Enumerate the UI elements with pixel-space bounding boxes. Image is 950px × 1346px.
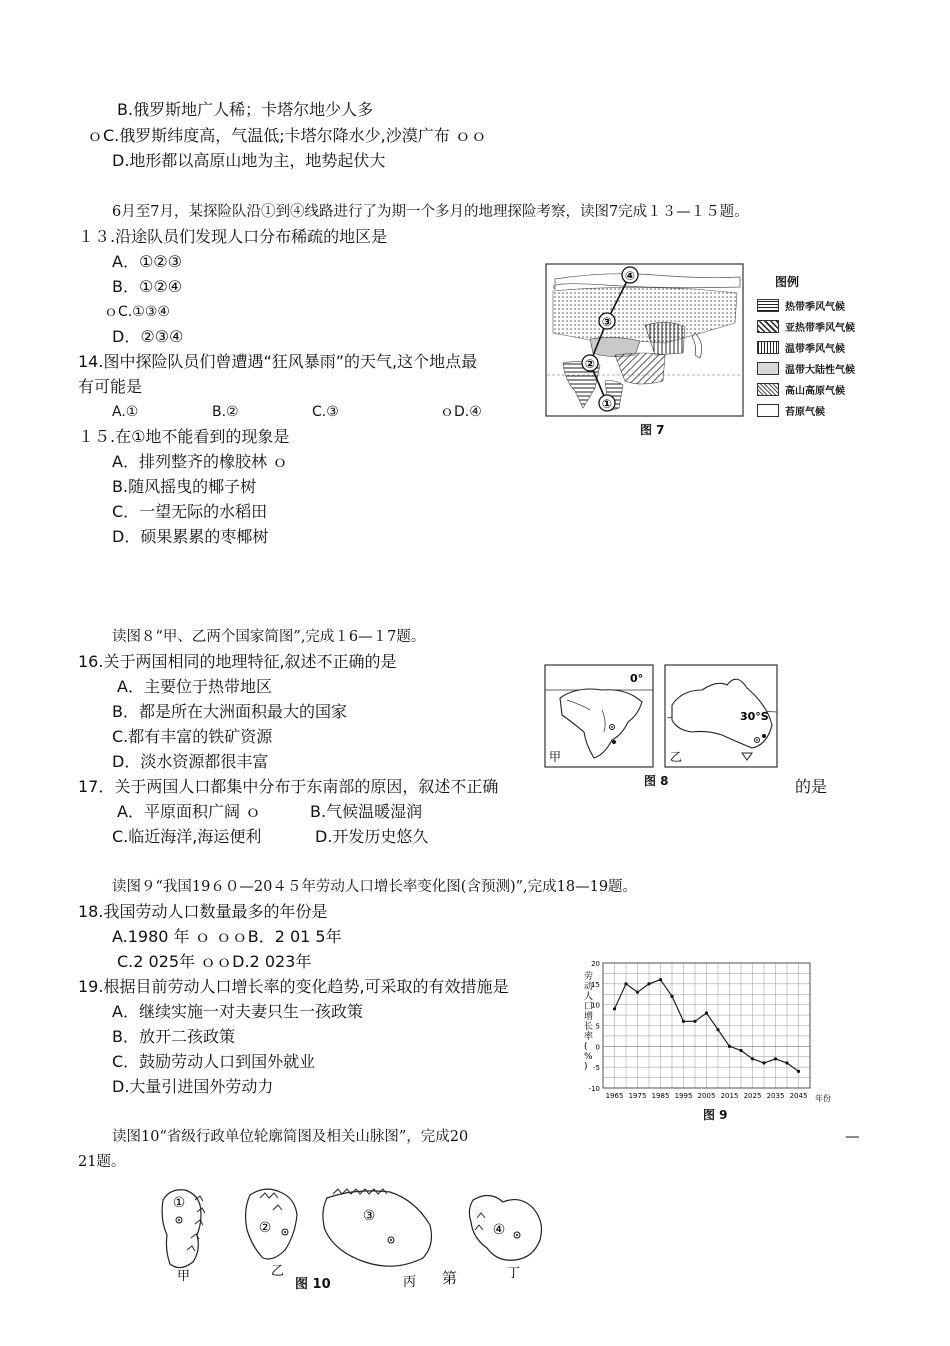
q13-stem: １３.沿途队员们发现人口分布稀疏的地区是 [78,227,388,246]
legend-item [757,381,845,397]
x-tick-label: 1985 [651,1092,670,1100]
q17-stem: 17．关于两国人口都集中分布于东南部的原因，叙述不正确 [78,777,499,796]
province-label-ding: 丁 [507,1266,521,1281]
legend-label: 高山高原气候 [785,385,845,397]
figure-10 [155,1180,575,1290]
y-tick-label: -5 [593,1064,600,1073]
q18-options-cd: C.2 025年 ｏｏD.2 023年 [117,952,312,971]
legend-swatch [757,404,779,417]
intro-16-17: 读图８“甲、乙两个国家简图”,完成１6—１7题。 [112,629,426,645]
lat-30s-label: 30°S [740,710,769,723]
intro-20-21-line2: 21题。 [78,1154,126,1170]
data-point [705,1011,708,1014]
x-tick-label: 2035 [766,1092,785,1100]
q14-option-b: B.② [212,404,239,420]
q19-option-c: C．鼓励劳动人口到国外就业 [112,1052,316,1071]
q12-option-d: D.地形都以高原山地为主，地势起伏大 [112,151,386,170]
legend-item [757,339,845,355]
q17-option-a: A．平原面积广阔 ｏ [117,802,262,821]
figure-8 [542,660,787,790]
province-marker-3: ③ [362,1208,376,1224]
fig10-caption: 图 10 [295,1277,331,1292]
x-tick-label: 2005 [697,1092,716,1100]
route-marker-2: ② [584,357,596,371]
data-point [785,1061,788,1064]
route-marker-1: ① [601,397,613,411]
q13-option-c: ｏC.①③④ [104,304,170,320]
q17-option-b: B.气候温暖湿润 [310,802,423,821]
legend-swatch [757,320,779,333]
q13-option-b: B．①②④ [112,277,183,296]
intro-20-21-dash: — [845,1129,860,1145]
intro-13-15: 6月至7月，某探险队沿①到④线路进行了为期一个多月的地理探险考察，读图7完成１３—１５题。 [112,204,749,220]
intro-20-21-line1: 读图10“省级行政单位轮廓简图及相关山脉图”，完成20 [112,1129,469,1145]
legend-label: 温带季风气候 [785,343,845,355]
q15-option-b: B.随风摇曳的椰子树 [112,477,257,496]
province-marker-4: ④ [492,1222,506,1238]
x-tick-label: 1975 [628,1092,647,1100]
legend-swatch [757,299,779,312]
y-tick-label: -10 [588,1085,600,1093]
q12-option-c: ｏC.俄罗斯纬度高，气温低;卡塔尔降水少,沙漠广布 ｏｏ [87,126,487,145]
legend-item [757,297,845,313]
labor-growth-chart [575,955,835,1105]
q17-stem-tail: 的是 [795,777,828,796]
q12-option-b: B.俄罗斯地广人稀；卡塔尔地少人多 [117,100,374,119]
legend-swatch [757,383,779,396]
countries-map [542,660,787,770]
data-point [739,1049,742,1052]
q18-options-ab: A.1980 年 ｏ ｏｏB．2 01 5年 [112,927,342,946]
x-tick-label: 1995 [674,1092,693,1100]
legend-swatch [757,362,779,375]
figure-7 [545,263,865,438]
q15-option-c: C．一望无际的水稻田 [112,502,268,521]
q14-option-a: A.① [112,404,139,420]
province-label-jia: 甲 [177,1269,191,1284]
legend-item [757,318,855,334]
legend-swatch [757,341,779,354]
data-point [624,982,627,985]
y-tick-label: 0 [595,1043,600,1052]
q15-option-a: A．排列整齐的橡胶林 ｏ [112,452,289,471]
route-marker-3: ③ [601,315,613,329]
q15-option-d: D．硕果累累的枣椰树 [112,527,269,546]
province-label-bing: 丙 [403,1275,417,1290]
x-tick-label: 2015 [720,1092,739,1100]
data-point [716,1028,719,1031]
q14-option-c: C.③ [312,404,339,420]
q13-option-d: D．②③④ [112,327,184,346]
q19-option-a: A．继续实施一对夫妻只生一孩政策 [112,1002,363,1021]
country-label-jia: 甲 [549,750,562,764]
data-point [613,1007,616,1010]
q17-option-c: C.临近海洋,海运便利 [112,827,262,846]
route-marker-4: ④ [624,269,636,283]
x-tick-label: 2045 [789,1092,808,1100]
page-number: 第 [442,1269,458,1287]
y-tick-label: 15 [591,980,600,989]
q19-stem: 19.根据目前劳动人口增长率的变化趋势,可采取的有效措施是 [78,977,509,996]
x-tick-label: 2025 [743,1092,762,1100]
data-point [636,991,639,994]
y-tick-label: 20 [591,960,600,968]
q16-stem: 16.关于两国相同的地理特征,叙述不正确的是 [78,652,397,671]
figure-9 [575,955,835,1125]
legend-label: 苔原气候 [785,406,825,418]
fig7-caption: 图 7 [640,423,665,437]
data-point [682,1020,685,1023]
legend-item [757,360,855,376]
data-point [693,1020,696,1023]
data-point [728,1045,731,1048]
data-point [659,978,662,981]
q16-option-b: B．都是所在大洲面积最大的国家 [112,702,347,721]
province-outlines [155,1180,575,1290]
country-label-yi: 乙 [670,750,683,764]
data-point [670,995,673,998]
q14-stem-line2: 有可能是 [78,377,143,396]
legend-item [757,402,825,418]
fig9-caption: 图 9 [703,1108,728,1122]
intro-18-19: 读图９“我国19６０—20４５年劳动人口增长率变化图(含预测)”,完成18—19题。 [112,879,638,895]
equator-label: 0° [630,672,644,685]
q18-stem: 18.我国劳动人口数量最多的年份是 [78,902,328,921]
q15-stem: １５.在①地不能看到的现象是 [78,427,290,446]
q19-option-b: B．放开二孩政策 [112,1027,235,1046]
q13-option-a: A．①②③ [112,252,182,271]
q17-option-d: D.开发历史悠久 [315,827,429,846]
legend-title: 图例 [775,275,800,289]
q16-option-a: A．主要位于热带地区 [117,677,272,696]
fig8-caption: 图 8 [644,774,669,788]
province-marker-1: ① [172,1195,186,1211]
x-tick-label: 1965 [605,1092,624,1100]
legend-label: 亚热带季风气候 [785,322,855,334]
data-point [751,1057,754,1060]
q14-stem-line1: 14.图中探险队员们曾遭遇“狂风暴雨”的天气,这个地点最 [78,352,478,371]
y-axis-title: 劳动人口增长率( % ) [584,972,594,1072]
fig7-legend [757,273,867,418]
x-axis-label: 年份 [815,1094,831,1103]
data-point [647,982,650,985]
y-tick-label: 5 [595,1022,600,1031]
y-tick-label: 10 [591,1001,600,1010]
q16-option-c: C.都有丰富的铁矿资源 [112,727,273,746]
province-marker-2: ② [258,1220,272,1236]
q16-option-d: D．淡水资源都很丰富 [112,752,269,771]
q19-option-d: D.大量引进国外劳动力 [112,1077,274,1096]
legend-label: 热带季风气候 [785,301,845,313]
data-point [774,1057,777,1060]
data-point [797,1070,800,1073]
q14-option-d: ｏD.④ [440,404,482,420]
data-point [762,1061,765,1064]
asia-climate-map [545,263,745,418]
province-label-yi: 乙 [271,1264,285,1279]
legend-label: 温带大陆性气候 [785,364,855,376]
